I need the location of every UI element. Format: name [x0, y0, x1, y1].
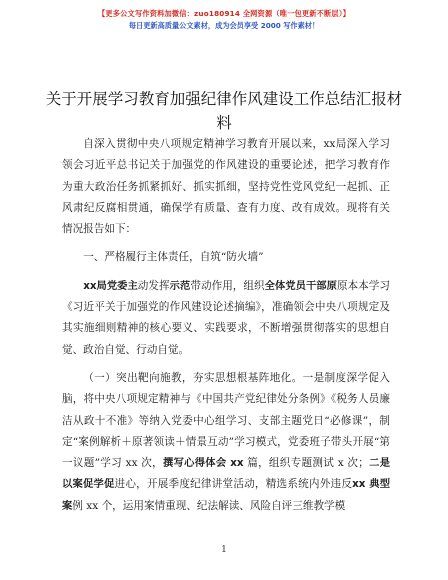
text-run: 动发挥: [137, 279, 170, 292]
document-body: [62, 134, 390, 517]
text-run: 例 xx 个，运用案情重现、纪法解读、风险自评三维教学模: [72, 499, 346, 512]
paragraph-party-committee: [62, 276, 390, 361]
promo-line-blue: 每日更新高质量公文素材，成为会员享受 2000 写作素材！: [128, 21, 320, 30]
bold-run: xx局党委主: [83, 279, 138, 292]
section-heading-1: 一、严格履行主体责任，自筑“防火墙”: [83, 251, 264, 264]
text-run: （一）突出靶向施教，夯实思想根基阵地化。一是制度深学促入脑，将中央八项规定精神与《中国共产党纪律处分条例》《税务人员廉洁从政十不准》等纳入党委中心组学习、支部主题党日“必修课”，制定“案例解析＋原著领读＋情景互动”学习模式，党委班子带头开展“第一议题”学习 xx 次，: [62, 371, 390, 470]
bold-run: 示范: [169, 279, 191, 292]
document-title: 关于开展学习教育加强纪律作风建设工作总结汇报材料: [45, 90, 403, 132]
bold-run: 二是以案促学促: [62, 457, 390, 491]
bold-run: xx 典型案: [62, 478, 391, 512]
text-run: 篇，组织专题测试 x 次；: [243, 457, 369, 470]
page-number: 1: [221, 545, 227, 555]
bold-run: 撰写心得体会 xx: [163, 457, 244, 470]
promo-line-red: 【更多公文写作资料加微信：zuo180914 全网资源（唯一包更新不断层）】: [98, 9, 350, 18]
intro-paragraph: 自深入贯彻中央八项规定精神学习教育开展以来，xx局深入学习领会习近平总书记关于加强党的作风建设的重要论述，把学习教育作为重大政治任务抓紧抓好、抓实抓细，坚持党性党风党纪一起抓、正风肃纪反腐相贯通，确保学有质量、查有力度、改有成效。现将有关情况报告如下：: [62, 138, 390, 236]
text-run: 带动作用，组织: [190, 279, 265, 292]
text-run: 进心，开展季度纪律讲堂活动，精选系统内外违反: [114, 478, 353, 491]
bold-run: 全体党员干部原: [264, 279, 337, 292]
paragraph-targeted-teaching: [62, 368, 390, 517]
promo-banner: [0, 8, 448, 32]
text-run: 原本本学习《习近平关于加强党的作风建设论述摘编》，准确领会中央八项规定及其实施细则精神的核心要义、实践要求，不断增强贯彻落实的思想自觉、政治自觉、行动自觉。: [62, 279, 391, 356]
